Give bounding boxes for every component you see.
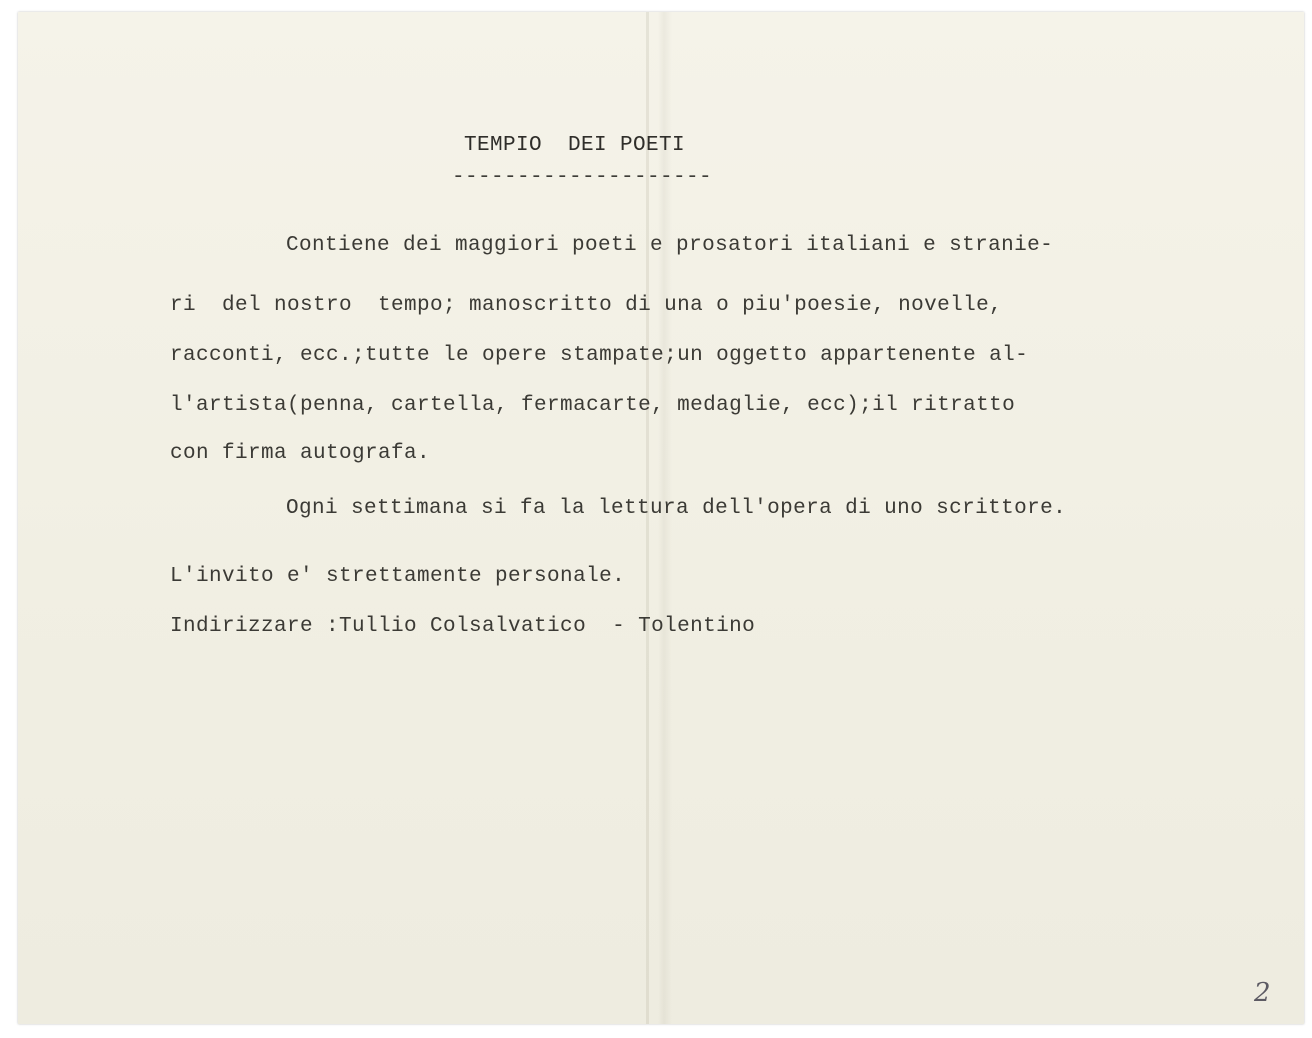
paragraph1-line1: Contiene dei maggiori poeti e prosatori italiani e stranie-	[286, 234, 1054, 257]
document-page	[18, 12, 1304, 1024]
paragraph1-line2: ri del nostro tempo; manoscritto di una o piu'poesie, novelle,	[170, 294, 1003, 317]
invite-note: L'invito e' strettamente personale.	[170, 565, 626, 588]
paragraph1-line3: racconti, ecc.;tutte le opere stampate;un oggetto appartenente al-	[170, 344, 1029, 367]
title-underline: --------------------	[452, 166, 713, 189]
document-title: TEMPIO DEI POETI	[464, 134, 686, 157]
paragraph2: Ogni settimana si fa la lettura dell'opera di uno scrittore.	[286, 497, 1067, 520]
address-line: Indirizzare :Tullio Colsalvatico - Tolentino	[170, 615, 756, 638]
paragraph1-line5: con firma autografa.	[170, 442, 431, 465]
paragraph1-line4: l'artista(penna, cartella, fermacarte, medaglie, ecc);il ritratto	[170, 394, 1016, 417]
handwritten-page-number: 2	[1254, 978, 1271, 1008]
